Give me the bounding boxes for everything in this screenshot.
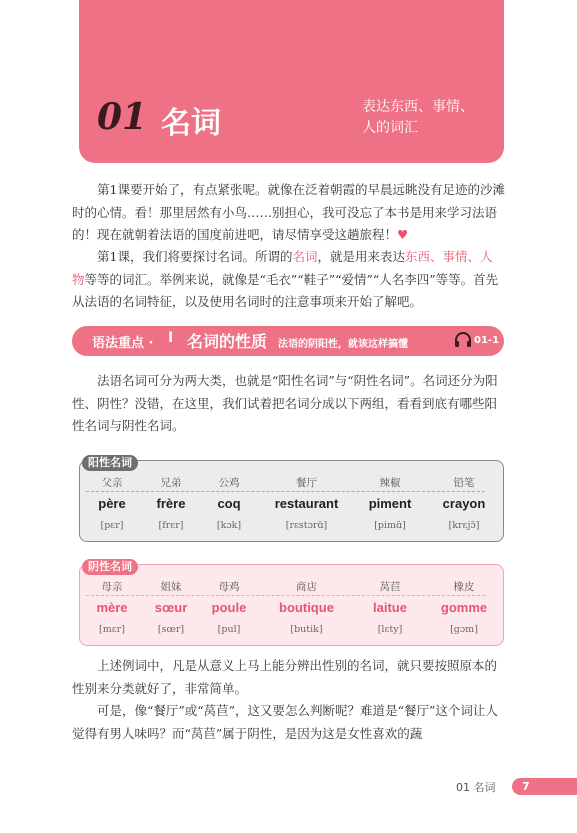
fem-ipa-4: [butik] — [290, 624, 323, 635]
chapter-number: 01 — [97, 96, 148, 138]
highlight-people: 人物 — [72, 249, 493, 287]
masc-cn-1: 父亲 — [101, 477, 123, 489]
section-paragraph: 法语名词可分为两大类，也就是“阳性名词”与“阴性名词”。名词还分为阳性、阴性？没错，在这里，我们试着把名词分成以下两组，看看到底有哪些阳性名词与阴性名词。 — [72, 373, 498, 433]
fem-ipa-3: [pul] — [217, 624, 241, 635]
masculine-chinese-row — [80, 475, 503, 490]
masc-ipa-5: [pimɑ̃] — [374, 520, 406, 531]
masc-ipa-2: [frɛr] — [158, 520, 184, 531]
masc-ipa-1: [pɛr] — [100, 520, 124, 531]
fem-ipa-1: [mɛr] — [99, 624, 125, 635]
intro-p1-text: 第1课要开始了，有点紧张呢。就像在泛着朝霞的早晨远眺没有足迹的沙滩时的心情。看！那里居然有小鸟……别担心，我可没忘了本书是用来学习法语的！现在就朝着法语的国度前进吧，请尽情享受这趟旅程！ — [72, 182, 505, 242]
masculine-label: 阳性名词 — [82, 455, 138, 471]
feminine-french-row — [80, 600, 503, 615]
footer-chapter-label: 01 名词 — [456, 781, 496, 794]
masc-fr-6: crayon — [442, 496, 486, 511]
audio-track-code: 01-1 — [474, 335, 500, 346]
masc-ipa-6: [krɛjɔ̃] — [448, 520, 480, 531]
fem-fr-4: boutique — [279, 600, 334, 615]
masculine-ipa-row — [80, 520, 503, 531]
fem-fr-6: gomme — [440, 600, 488, 615]
closing-paragraph-1: 上述例词中，凡是从意义上马上能分辨出性别的名词，就只要按照原本的性别来分类就好了，非常简单。 — [72, 658, 498, 696]
masc-ipa-4: [rɛstɔrɑ̃] — [285, 520, 328, 531]
feminine-divider — [86, 595, 485, 596]
chapter-subtitle-line2: 人的词汇 — [362, 120, 418, 136]
intro-p2-part-a: 第1课，我们将要探讨名词。所谓的 — [97, 249, 293, 264]
fem-cn-2: 姐妹 — [160, 581, 182, 593]
fem-cn-3: 母鸡 — [218, 581, 240, 593]
masculine-nouns-box — [79, 456, 504, 542]
intro-p2-part-b: ，就是用来表达 — [317, 249, 405, 264]
chapter-header — [79, 0, 504, 163]
fem-cn-5: 莴苣 — [379, 581, 401, 593]
fem-fr-2: sœur — [154, 600, 188, 615]
grammar-section-bar — [72, 326, 504, 356]
feminine-ipa-row — [80, 624, 503, 635]
chapter-title: 名词 — [161, 106, 221, 141]
fem-fr-1: mère — [96, 600, 128, 615]
highlight-sep-1: 、 — [430, 249, 443, 264]
fem-fr-5: laitue — [373, 600, 407, 615]
fem-cn-4: 商店 — [296, 581, 317, 593]
masc-fr-3: coq — [217, 496, 241, 511]
masc-ipa-3: [kɔk] — [216, 520, 242, 531]
fem-ipa-6: [gɔm] — [450, 624, 478, 635]
masc-cn-3: 公鸡 — [218, 477, 240, 489]
masc-cn-5: 辣椒 — [379, 477, 401, 489]
masculine-divider — [86, 491, 485, 492]
highlight-noun: 名词 — [292, 249, 318, 264]
section-numeral: I — [168, 330, 174, 346]
fem-fr-3: poule — [211, 600, 247, 615]
feminine-chinese-row — [80, 579, 503, 594]
section-lead: 语法重点 · — [92, 336, 154, 351]
fem-cn-1: 母亲 — [101, 581, 123, 593]
masc-fr-1: père — [98, 496, 126, 511]
heart-icon: ♥ — [397, 227, 409, 242]
feminine-label: 阴性名词 — [82, 559, 138, 575]
intro-paragraph-1 — [72, 179, 505, 247]
masc-fr-2: frère — [156, 496, 186, 511]
highlight-sep-2: 、 — [467, 249, 481, 264]
page-number-badge: 7 — [512, 778, 577, 795]
intro-paragraph-2 — [72, 246, 505, 314]
closing-paragraph-2: 可是，像“餐厅”或“莴苣”，这又要怎么判断呢？难道是“餐厅”这个词让人觉得有男人味吗？而“莴苣”属于阴性，是因为这是女性喜欢的蔬 — [72, 703, 498, 741]
fem-cn-6: 橡皮 — [453, 581, 475, 593]
section-subtitle: 法语的阴阳性，就该这样搞懂 — [278, 339, 408, 350]
section-title: 名词的性质 — [187, 332, 268, 351]
masc-fr-5: piment — [368, 496, 412, 511]
masc-cn-4: 餐厅 — [296, 477, 317, 489]
chapter-subtitle — [362, 97, 474, 139]
fem-ipa-5: [lɛty] — [377, 624, 403, 635]
feminine-nouns-box — [79, 560, 504, 646]
masculine-french-row — [80, 496, 503, 511]
intro-p2-part-c: 等等的词汇。举例来说，就像是“毛衣”“鞋子”“爱情”“人名李四”等等。首先从法语的名词特征，以及使用名词时的注意事项来开始了解吧。 — [72, 271, 499, 309]
headphones-icon[interactable] — [454, 331, 472, 349]
highlight-events: 事情 — [442, 249, 468, 264]
chapter-subtitle-line1: 表达东西、事情、 — [362, 99, 474, 115]
highlight-things: 东西 — [405, 249, 431, 264]
fem-ipa-2: [sœr] — [157, 624, 185, 635]
masc-fr-4: restaurant — [274, 496, 339, 511]
masc-cn-2: 兄弟 — [160, 477, 182, 489]
masc-cn-6: 铅笔 — [453, 477, 475, 489]
